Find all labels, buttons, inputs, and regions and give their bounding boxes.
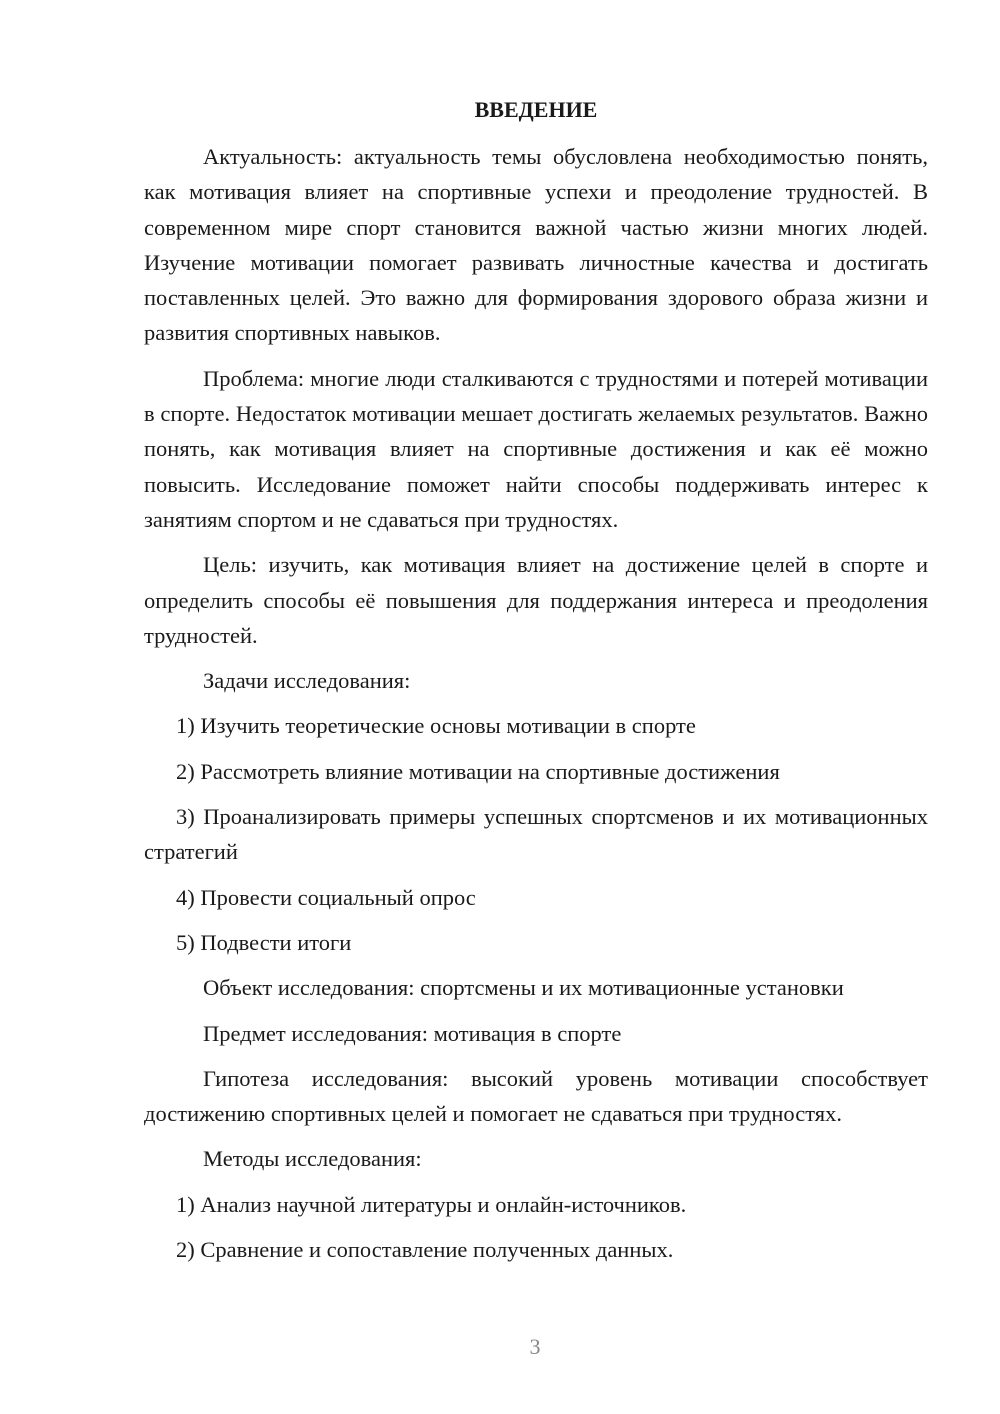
- page-number: 3: [529, 1334, 541, 1359]
- task-item: 1) Изучить теоретические основы мотивации в спорте: [176, 713, 696, 739]
- page-title: ВВЕДЕНИЕ: [474, 97, 598, 122]
- method-item: 1) Анализ научной литературы и онлайн-источников.: [176, 1191, 687, 1217]
- goal-paragraph: Цель: изучить, как мотивация влияет на достижение целей в спорте и определить способы её повышения для поддержания интереса и преодоления трудностей.: [144, 552, 928, 648]
- task-item: 5) Подвести итоги: [176, 929, 352, 955]
- task-item: 4) Провести социальный опрос: [176, 884, 476, 910]
- subject-paragraph: Предмет исследования: мотивация в спорте: [203, 1020, 622, 1046]
- task-item: 3) Проанализировать примеры успешных спортсменов и их мотивационных стратегий: [144, 804, 928, 865]
- methods-heading: Методы исследования:: [203, 1146, 422, 1172]
- problem-paragraph: Проблема: многие люди сталкиваются с трудностями и потерей мотивации в спорте. Недостаток мотивации мешает достигать желаемых результатов. Важно понять, как мотивация влияет на спортивные достижения и как её можно повысить. Исследование поможет найти способы поддерживать интерес к занятиям спортом и не сдаваться при трудностях.: [144, 365, 928, 532]
- tasks-heading: Задачи исследования:: [203, 668, 411, 694]
- task-item: 2) Рассмотреть влияние мотивации на спортивные достижения: [176, 758, 780, 784]
- method-item: 2) Сравнение и сопоставление полученных данных.: [176, 1237, 674, 1263]
- hypothesis-paragraph: Гипотеза исследования: высокий уровень мотивации способствует достижению спортивных целей и помогает не сдаваться при трудностях.: [144, 1065, 928, 1127]
- relevance-paragraph: Актуальность: актуальность темы обусловлена необходимостью понять, как мотивация влияет на спортивные успехи и преодоление трудностей. В современном мире спорт становится важной частью жизни многих людей. Изучение мотивации помогает развивать личностные качества и достигать поставленных целей. Это важно для формирования здорового образа жизни и развития спортивных навыков.: [144, 144, 928, 346]
- document-body: [144, 95, 928, 1267]
- object-paragraph: Объект исследования: спортсмены и их мотивационные установки: [203, 975, 844, 1001]
